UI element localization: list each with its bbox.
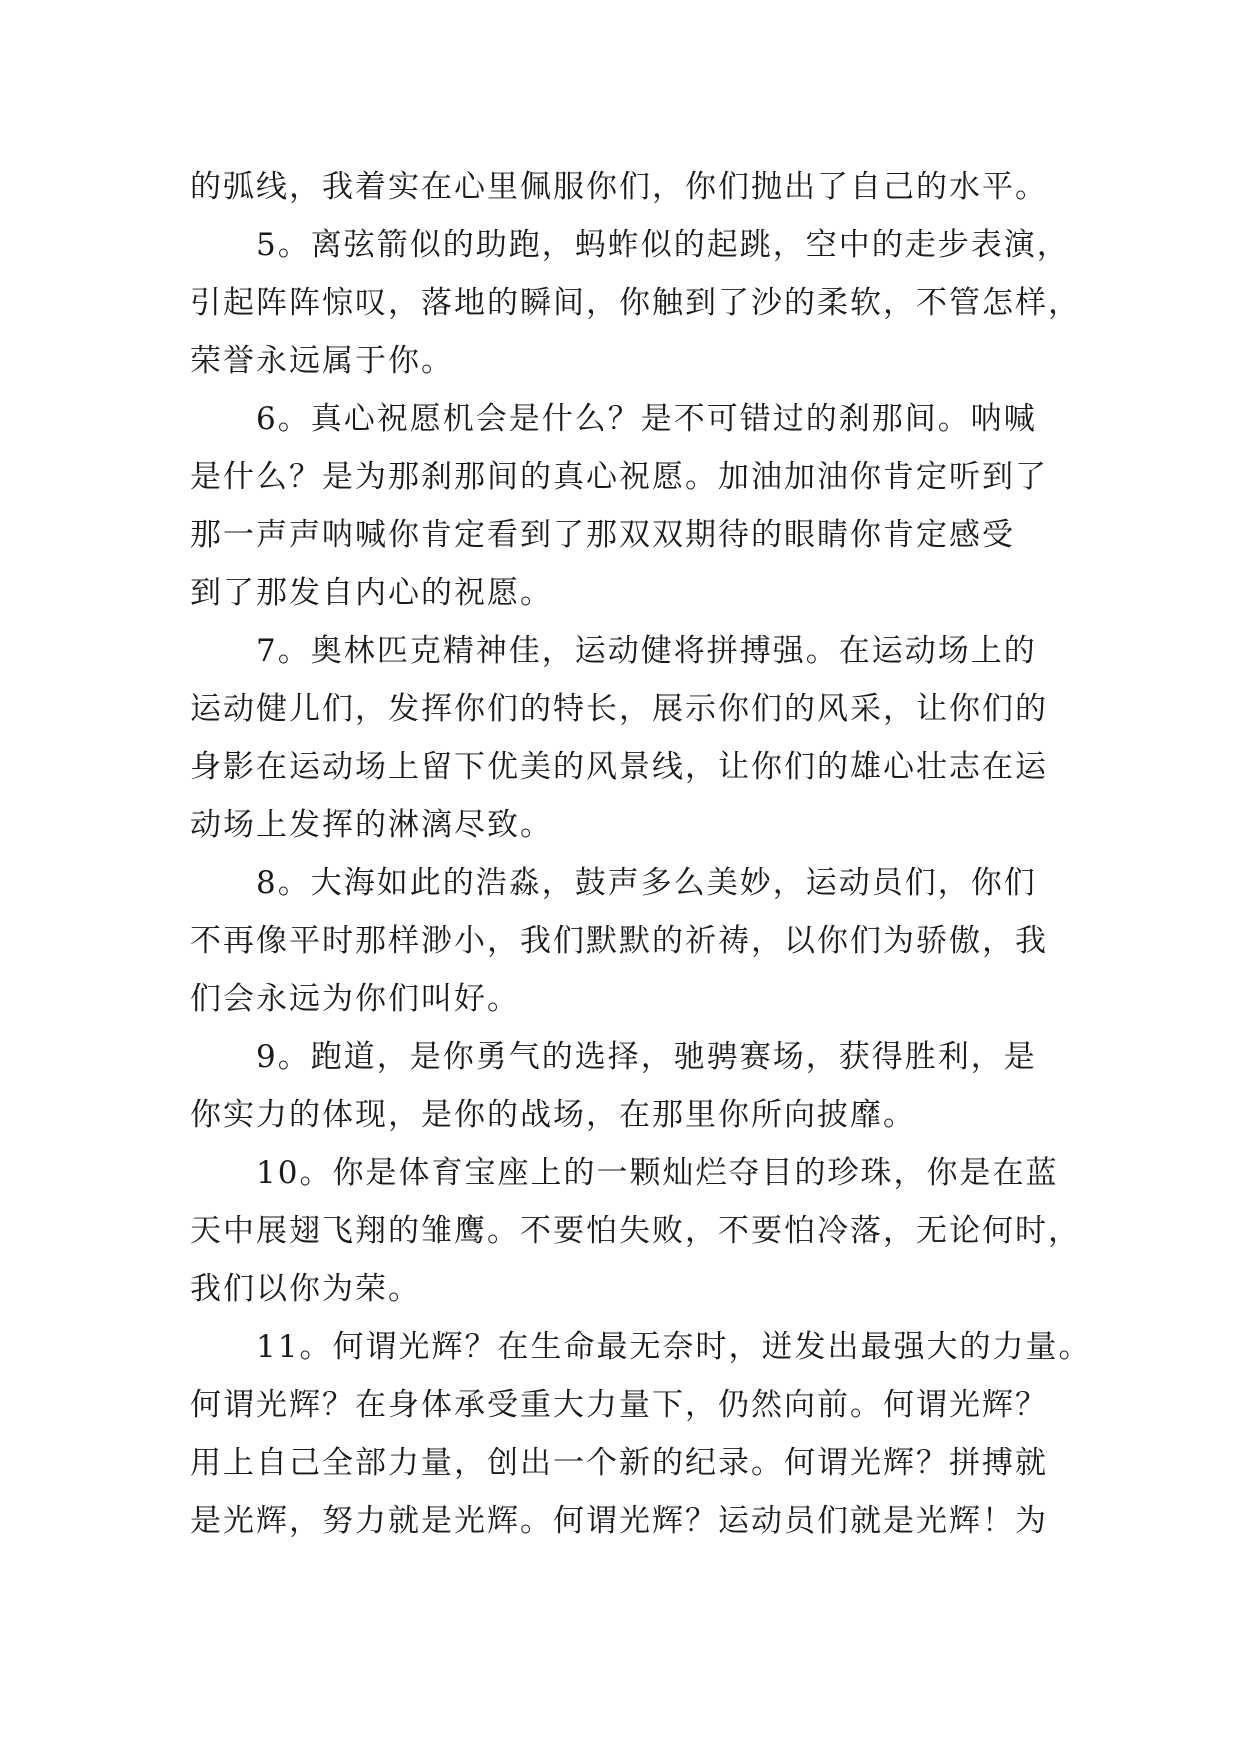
document-body <box>190 158 1090 1550</box>
text-line: 荣誉永远属于你。 <box>190 343 454 379</box>
text-line: 我们以你为荣。 <box>190 1271 421 1307</box>
text-line: 运动健儿们，发挥你们的特长，展示你们的风采，让你们的 <box>190 691 1048 727</box>
text-line: 何谓光辉？在身体承受重大力量下，仍然向前。何谓光辉？ <box>190 1387 1048 1423</box>
text-line: 10。你是体育宝座上的一颗灿烂夺目的珍珠，你是在蓝 <box>190 1155 1059 1191</box>
text-line: 8。大海如此的浩淼，鼓声多么美妙，运动员们，你们 <box>190 865 1037 901</box>
text-line: 的弧线，我着实在心里佩服你们，你们抛出了自己的水平。 <box>190 169 1048 205</box>
text-line: 你实力的体现，是你的战场，在那里你所向披靡。 <box>190 1097 916 1133</box>
text-line: 5。离弦箭似的助跑，蚂蚱似的起跳，空中的走步表演， <box>190 227 1070 263</box>
text-line: 不再像平时那样渺小，我们默默的祈祷，以你们为骄傲，我 <box>190 923 1048 959</box>
text-line: 6。真心祝愿机会是什么？是不可错过的刹那间。呐喊 <box>190 401 1037 437</box>
text-line: 11。何谓光辉？在生命最无奈时，迸发出最强大的力量。 <box>190 1329 1092 1365</box>
text-line: 7。奥林匹克精神佳，运动健将拼搏强。在运动场上的 <box>190 633 1037 669</box>
text-line: 是光辉，努力就是光辉。何谓光辉？运动员们就是光辉！为 <box>190 1503 1048 1539</box>
text-line: 9。跑道，是你勇气的选择，驰骋赛场，获得胜利，是 <box>190 1039 1037 1075</box>
text-line: 到了那发自内心的祝愿。 <box>190 575 553 611</box>
text-line: 们会永远为你们叫好。 <box>190 981 520 1017</box>
text-line: 引起阵阵惊叹，落地的瞬间，你触到了沙的柔软，不管怎样， <box>190 285 1081 321</box>
text-line: 用上自己全部力量，创出一个新的纪录。何谓光辉？拼搏就 <box>190 1445 1048 1481</box>
text-line: 身影在运动场上留下优美的风景线，让你们的雄心壮志在运 <box>190 749 1048 785</box>
text-line: 那一声声呐喊你肯定看到了那双双期待的眼睛你肯定感受 <box>190 517 1015 553</box>
text-line: 是什么？是为那刹那间的真心祝愿。加油加油你肯定听到了 <box>190 459 1048 495</box>
text-line: 动场上发挥的淋漓尽致。 <box>190 807 553 843</box>
text-line: 天中展翅飞翔的雏鹰。不要怕失败，不要怕冷落，无论何时， <box>190 1213 1081 1249</box>
